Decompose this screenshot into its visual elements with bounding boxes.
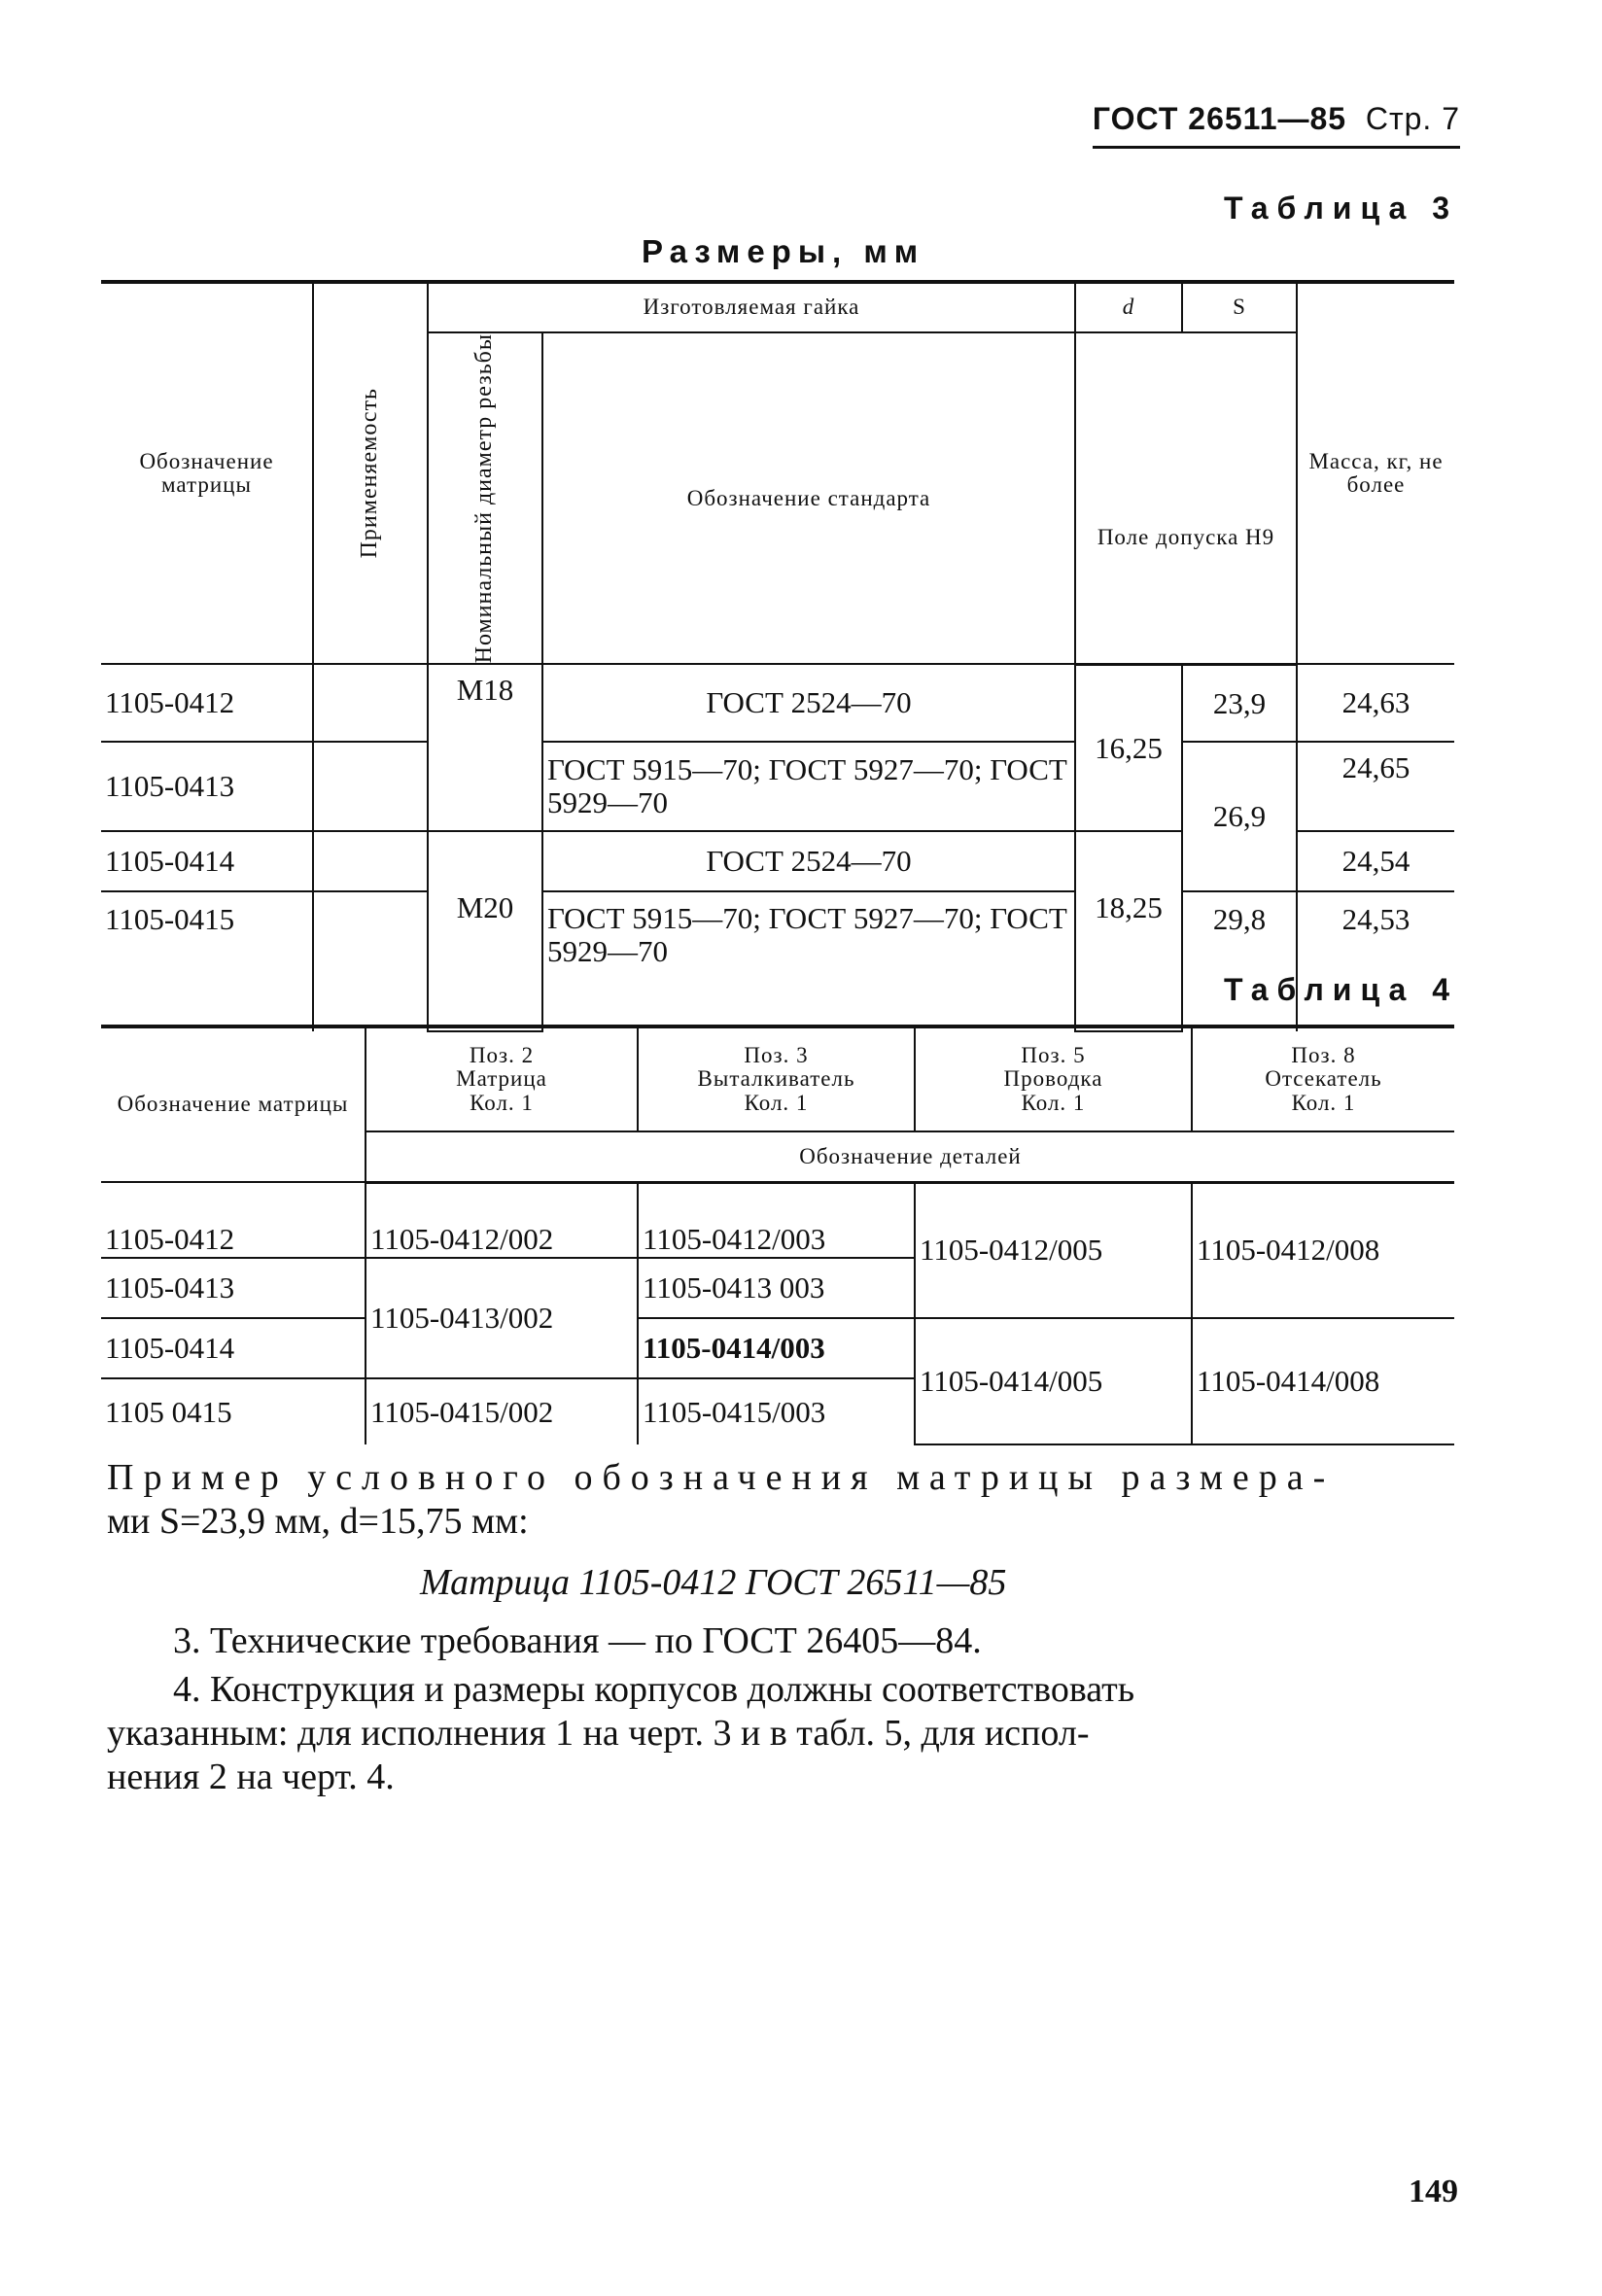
table4-row-designation: 1105-0412 xyxy=(101,1182,366,1258)
pos2-cell: 1105-0412/002 xyxy=(366,1182,638,1258)
applicability-heading: Применяемость xyxy=(357,388,383,559)
s-value-cell: 29,8 xyxy=(1182,891,1297,1031)
pos5-cell: 1105-0414/005 xyxy=(915,1318,1192,1444)
pos3-name: Выталкиватель xyxy=(697,1066,855,1092)
table3-label: Таблица 3 xyxy=(1223,191,1458,226)
standard-number: ГОСТ 26511—85 xyxy=(1092,101,1347,136)
item-3: 3. Технические требования — по ГОСТ 26405—84. xyxy=(173,1620,982,1661)
running-header xyxy=(1093,101,1460,137)
table3-row-applicability xyxy=(313,891,428,1031)
col-nominal-diameter xyxy=(428,332,542,664)
pos3-qty: Кол. 1 xyxy=(744,1090,809,1115)
pos2-number: Поз. 2 xyxy=(469,1043,535,1068)
col-pos2 xyxy=(366,1026,638,1131)
table3-row-mass: 24,65 xyxy=(1297,742,1454,831)
table4-row-designation: 1105-0413 xyxy=(101,1258,366,1318)
diameter-cell: М18 xyxy=(428,664,542,831)
table3-row-designation: 1105-0415 xyxy=(101,891,313,1031)
pos2-name: Матрица xyxy=(456,1066,547,1092)
col-designation: Обозначение матрицы xyxy=(101,1026,366,1182)
table3-row-standard: ГОСТ 2524—70 xyxy=(542,664,1075,742)
table3-row-designation: 1105-0412 xyxy=(101,664,313,742)
table4-row-designation: 1105 0415 xyxy=(101,1378,366,1444)
pos3-cell: 1105-0414/003 xyxy=(638,1318,915,1378)
table3-row-standard: ГОСТ 2524—70 xyxy=(542,831,1075,891)
col-nut-group: Изготовляемая гайка xyxy=(428,282,1075,332)
pos5-cell: 1105-0412/005 xyxy=(915,1182,1192,1318)
pos8-cell: 1105-0412/008 xyxy=(1192,1182,1454,1318)
example-designation: Матрица 1105-0412 ГОСТ 26511—85 xyxy=(420,1562,1007,1603)
pos2-qty: Кол. 1 xyxy=(470,1090,534,1115)
table3-row-mass: 24,63 xyxy=(1297,664,1454,742)
pos8-name: Отсекатель xyxy=(1265,1066,1382,1092)
d-s-gap xyxy=(1075,332,1297,411)
diameter-cell: М20 xyxy=(428,831,542,1031)
col-s: S xyxy=(1182,282,1297,332)
item-4 xyxy=(107,1668,1458,1798)
table3-row-standard: ГОСТ 5915—70; ГОСТ 5927—70; ГОСТ 5929—70 xyxy=(542,742,1075,831)
col-tolerance: Поле допуска H9 xyxy=(1075,411,1297,664)
col-d: d xyxy=(1075,282,1182,332)
pos2-cell: 1105-0415/002 xyxy=(366,1378,638,1444)
example-line-2: ми S=23,9 мм, d=15,75 мм: xyxy=(107,1500,529,1542)
col-designation: Обозначение матрицы xyxy=(101,282,313,664)
pos8-qty: Кол. 1 xyxy=(1291,1090,1356,1115)
item-4-line-2: указанным: для исполнения 1 на черт. 3 и в табл. 5, для испол- xyxy=(107,1712,1090,1754)
table3-row-applicability xyxy=(313,831,428,891)
pos5-qty: Кол. 1 xyxy=(1021,1090,1086,1115)
parts-heading: Обозначение деталей xyxy=(366,1131,1454,1182)
table3-caption: Размеры, мм xyxy=(642,233,925,269)
pos5-name: Проводка xyxy=(1003,1066,1103,1092)
table3-row-mass: 24,54 xyxy=(1297,831,1454,891)
s-value-cell: 23,9 xyxy=(1182,664,1297,742)
page-number: 149 xyxy=(1409,2174,1458,2209)
col-mass: Масса, кг, не более xyxy=(1297,282,1454,664)
d-value-cell: 18,25 xyxy=(1075,831,1182,1031)
table3-row-designation: 1105-0414 xyxy=(101,831,313,891)
pos8-number: Поз. 8 xyxy=(1291,1043,1356,1068)
col-pos3 xyxy=(638,1026,915,1131)
example-paragraph xyxy=(107,1456,1458,1544)
table4-label: Таблица 4 xyxy=(1223,972,1458,1007)
pos2-cell: 1105-0413/002 xyxy=(366,1258,638,1378)
item-4-line-3: нения 2 на черт. 4. xyxy=(107,1756,395,1797)
table3-row-applicability xyxy=(313,664,428,742)
example-line-1: Пример условного обозначения матрицы размера- xyxy=(107,1457,1336,1498)
s-value-cell: 26,9 xyxy=(1182,742,1297,891)
table-3 xyxy=(101,280,1454,1032)
col-applicability xyxy=(313,282,428,664)
d-value-cell: 16,25 xyxy=(1075,664,1182,831)
item-4-line-1: 4. Конструкция и размеры корпусов должны соответствовать xyxy=(173,1669,1135,1710)
col-pos8 xyxy=(1192,1026,1454,1131)
col-standard: Обозначение стандарта xyxy=(542,332,1075,664)
pos5-number: Поз. 5 xyxy=(1021,1043,1086,1068)
table4-row-designation: 1105-0414 xyxy=(101,1318,366,1378)
nominal-diameter-heading: Номинальный диаметр резьбы xyxy=(471,333,498,664)
pos3-cell: 1105-0415/003 xyxy=(638,1378,915,1444)
col-pos5 xyxy=(915,1026,1192,1131)
pos3-number: Поз. 3 xyxy=(744,1043,809,1068)
pos3-cell: 1105-0412/003 xyxy=(638,1182,915,1258)
table3-row-applicability xyxy=(313,742,428,831)
table3-row-mass: 24,53 xyxy=(1297,891,1454,1031)
table3-row-standard: ГОСТ 5915—70; ГОСТ 5927—70; ГОСТ 5929—70 xyxy=(542,891,1075,1031)
pos8-cell: 1105-0414/008 xyxy=(1192,1318,1454,1444)
pos3-cell: 1105-0413 003 xyxy=(638,1258,915,1318)
page-label: Стр. 7 xyxy=(1365,101,1460,136)
header-rule xyxy=(1093,146,1460,149)
table3-row-designation: 1105-0413 xyxy=(101,742,313,831)
table-4 xyxy=(101,1025,1454,1445)
